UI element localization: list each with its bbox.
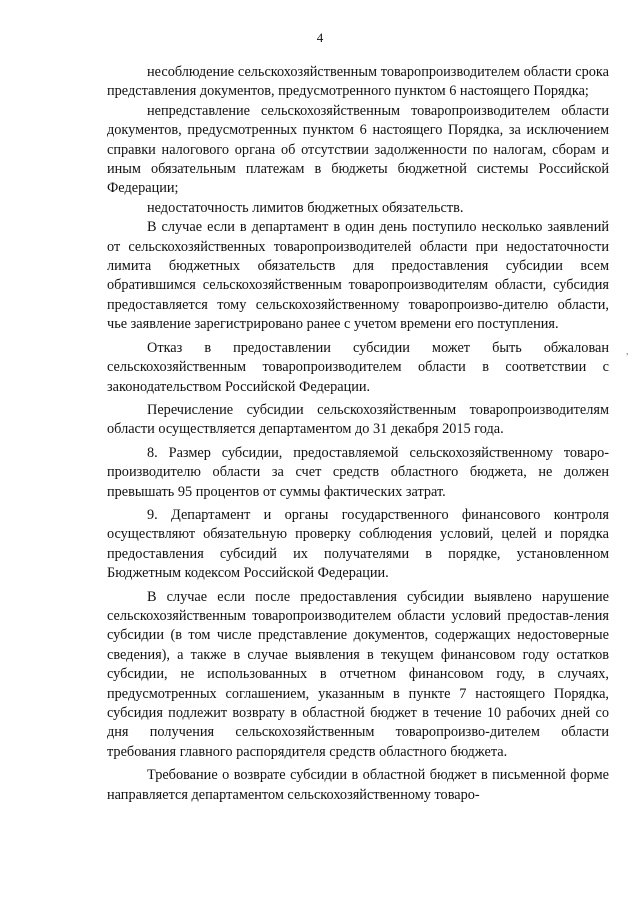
page-number: 4 xyxy=(316,30,324,45)
paragraph: Требование о возврате субсидии в областной бюджет в письменной форме направляется департаментом сельскохозяйственному товаро- xyxy=(107,767,609,803)
paragraph: Отказ в предоставлении субсидии может быть обжалован сельскохозяйственным товаропроизводителем области в соответствии с законодательством Российской Федерации. xyxy=(107,339,609,395)
paragraph: Перечисление субсидии сельскохозяйственным товаропроизводителям области осуществляется департаментом до 31 декабря 2015 года. xyxy=(107,401,609,438)
paragraph: недостаточность лимитов бюджетных обязательств. xyxy=(147,199,464,216)
document-body xyxy=(107,63,609,805)
paragraph: В случае если после предоставления субсидии выявлено нарушение сельскохозяйственным товаропроизводителем области условий предостав-ления субсидии (в том числе представление документов, содержащих недостоверные сведения), а также в случае выявления в текущем финансовом году остатков субсидии, не использованных в отчетном финансовом году, в случаях, предусмотренных соглашением, указанным в пункте 7 настоящего Порядка, субсидия подлежит возврату в областной бюджет в течение 10 рабочих дней со дня получения сельскохозяйственным товаропроизво-дителем области требования главного распорядителя средств областного бюджета. xyxy=(107,588,609,760)
paragraph: В случае если в департамент в один день поступило несколько заявлений от сельскохозяйственных товаропроизводителей области при недостаточности лимита бюджетных обязательств для предоставления субсидии всем обратившимся сельскохозяйственным товаропроизводителям области, субсидия предоставляется тому сельскохозяйственному товаропроизво-дителю области, чье заявление зарегистрировано ранее с учетом времени его поступления. xyxy=(107,219,609,333)
paragraph: 8. Размер субсидии, предоставляемой сельскохозяйственному товаро-производителю области за счет средств областного бюджета, не должен превышать 95 процентов от суммы фактических затрат. xyxy=(107,444,609,500)
paragraph: 9. Департамент и органы государственного финансового контроля осуществляют обязательную проверку соблюдения условий, целей и порядка предоставления субсидий их получателями в порядке, установленном Бюджетным кодексом Российской Федерации. xyxy=(107,506,609,582)
scan-mark: , xyxy=(626,346,629,357)
paragraph: несоблюдение сельскохозяйственным товаропроизводителем области срока представления документов, предусмотренного пунктом 6 настоящего Порядка; xyxy=(107,64,609,100)
paragraph: непредставление сельскохозяйственным товаропроизводителем области документов, предусмотренных пунктом 6 настоящего Порядка, за исключением справки налогового органа об отсутствии задолженности по налогам, сборам и иным обязательным платежам в бюджеты бюджетной системы Российской Федерации; xyxy=(107,102,609,197)
